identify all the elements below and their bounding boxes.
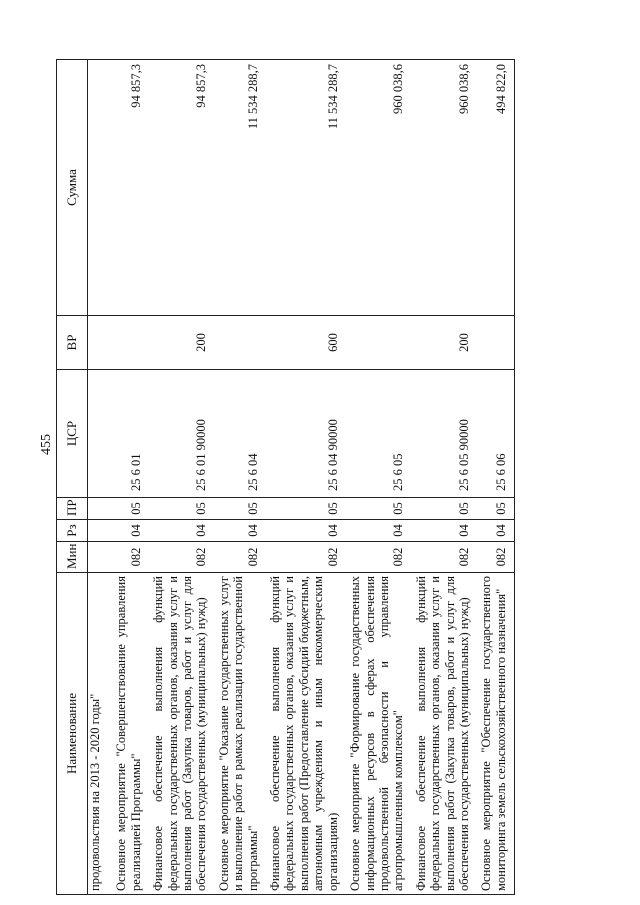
cell-min: 082 (112, 542, 149, 573)
cell-csr: 25 6 01 (112, 370, 149, 498)
cell-pr: 05 (149, 498, 215, 520)
cell-pr: 05 (346, 498, 412, 520)
cell-rz: 04 (149, 520, 215, 542)
cell-name: Основное мероприятие "Совершенствование управления реализацией Программы" (112, 573, 149, 895)
cell-vr (477, 316, 514, 370)
cell-min (88, 542, 113, 573)
cell-sum (88, 60, 113, 316)
cell-vr: 600 (266, 316, 346, 370)
cell-vr: 200 (149, 316, 215, 370)
col-csr-header: ЦСР (57, 370, 88, 498)
cell-sum: 960 038,6 (346, 60, 412, 316)
cell-name: Основное мероприятие "Формирование государственных информационных ресурсов в сферах обеспечения продовольственной безопасности и управления агропромышленным комплексом" (346, 573, 412, 895)
cell-sum: 94 857,3 (149, 60, 215, 316)
table-body (88, 60, 515, 895)
cell-rz: 04 (266, 520, 346, 542)
cell-pr (88, 498, 113, 520)
cell-min: 082 (149, 542, 215, 573)
cell-min: 082 (346, 542, 412, 573)
cell-name: Основное мероприятие "Обеспечение государственного мониторинга земель сельскохозяйственного назначения" (477, 573, 514, 895)
cell-rz: 04 (412, 520, 478, 542)
cell-rz: 04 (346, 520, 412, 542)
cell-sum: 11 534 288,7 (266, 60, 346, 316)
table-row (266, 60, 346, 895)
cell-rz (88, 520, 113, 542)
col-rz-header: Рз (57, 520, 88, 542)
table-row (477, 60, 514, 895)
cell-csr: 25 6 04 90000 (266, 370, 346, 498)
cell-vr (112, 316, 149, 370)
cell-csr (88, 370, 113, 498)
col-min-header: Мин (57, 542, 88, 573)
cell-csr: 25 6 06 (477, 370, 514, 498)
cell-rz: 04 (215, 520, 266, 542)
cell-pr: 05 (266, 498, 346, 520)
cell-vr (346, 316, 412, 370)
cell-sum: 494 822,0 (477, 60, 514, 316)
page-number: 455 (39, 434, 54, 455)
cell-min: 082 (412, 542, 478, 573)
cell-csr: 25 6 05 (346, 370, 412, 498)
cell-pr: 05 (215, 498, 266, 520)
cell-min: 082 (215, 542, 266, 573)
col-pr-header: ПР (57, 498, 88, 520)
table-row (149, 60, 215, 895)
budget-table (56, 59, 515, 895)
cell-min: 082 (266, 542, 346, 573)
cell-vr: 200 (412, 316, 478, 370)
cell-csr: 25 6 01 90000 (149, 370, 215, 498)
cell-rz: 04 (112, 520, 149, 542)
cell-sum: 960 038,6 (412, 60, 478, 316)
header-row (57, 60, 88, 895)
cell-pr: 05 (477, 498, 514, 520)
table-row (412, 60, 478, 895)
col-sum-header: Сумма (57, 60, 88, 316)
cell-rz: 04 (477, 520, 514, 542)
col-vr-header: ВР (57, 316, 88, 370)
table-row (346, 60, 412, 895)
cell-name: Финансовое обеспечение выполнения функций федеральных государственных органов, оказания услуг и выполнения работ (Предоставление субсидий бюджетным, автономным учреждениям и иным некоммерческим организациям) (266, 573, 346, 895)
table-row (112, 60, 149, 895)
table-row (88, 60, 113, 895)
cell-vr (88, 316, 113, 370)
cell-sum: 94 857,3 (112, 60, 149, 316)
rotated-page (56, 60, 611, 895)
cell-min: 082 (477, 542, 514, 573)
col-name-header: Наименование (57, 573, 88, 895)
cell-csr: 25 6 04 (215, 370, 266, 498)
cell-name: Основное мероприятие "Оказание государственных услуг и выполнение работ в рамках реализации государственной программы" (215, 573, 266, 895)
cell-vr (215, 316, 266, 370)
cell-sum: 11 534 288,7 (215, 60, 266, 316)
table-row (215, 60, 266, 895)
cell-name: Финансовое обеспечение выполнения функций федеральных государственных органов, оказания услуг и выполнения работ (Закупка товаров, работ и услуг для обеспечения государственных (муниципальных) нужд) (149, 573, 215, 895)
cell-csr: 25 6 05 90000 (412, 370, 478, 498)
cell-pr: 05 (112, 498, 149, 520)
cell-name: Финансовое обеспечение выполнения функций федеральных государственных органов, оказания услуг и выполнения работ (Закупка товаров, работ и услуг для обеспечения государственных (муниципальных) нужд) (412, 573, 478, 895)
cell-name: продовольствия на 2013 - 2020 годы" (88, 573, 113, 895)
cell-pr: 05 (412, 498, 478, 520)
